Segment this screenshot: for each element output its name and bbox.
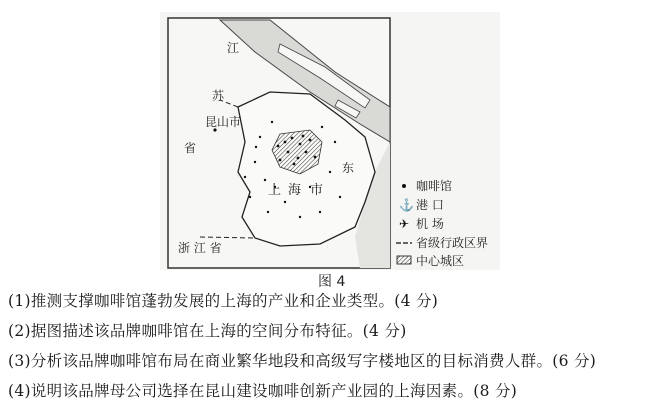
legend-coffee: 咖啡馆: [416, 179, 453, 193]
hatched-area-icon: [397, 256, 411, 264]
label-hai: 海: [288, 183, 302, 198]
legend-urban: 中心城区: [416, 254, 465, 268]
label-zhejiang: 浙 江 省: [178, 241, 222, 255]
label-jiang: 江: [227, 41, 240, 55]
map-figure: [160, 12, 500, 270]
label-dong: 东: [342, 161, 355, 175]
airplane-icon: ✈: [399, 217, 410, 231]
legend-boundary: 省级行政区界: [416, 236, 489, 250]
anchor-icon: ⚓: [399, 198, 414, 212]
label-su: 苏: [212, 89, 225, 103]
label-kunshan: 昆山市: [205, 115, 242, 129]
map-legend: [396, 178, 488, 268]
question-2: (2)据图描述该品牌咖啡馆在上海的空间分布特征。(4 分): [8, 322, 407, 340]
dot-icon: [402, 184, 406, 188]
question-4: (4)说明该品牌母公司选择在昆山建设咖啡创新产业园的上海因素。(8 分): [8, 382, 518, 400]
question-list: [8, 288, 654, 404]
legend-port: 港 口: [416, 198, 444, 212]
figure-caption: 图 4: [318, 274, 346, 290]
legend-airport: 机 场: [416, 217, 444, 231]
question-1: (1)推测支撑咖啡馆蓬勃发展的上海的产业和企业类型。(4 分): [8, 292, 439, 310]
shanghai-map: [160, 12, 500, 270]
label-shi: 市: [310, 183, 324, 198]
label-shang: 上: [268, 183, 282, 198]
label-sheng: 省: [184, 141, 197, 155]
question-3: (3)分析该品牌咖啡馆布局在商业繁华地段和高级写字楼地区的目标消费人群。(6 分): [8, 352, 597, 370]
